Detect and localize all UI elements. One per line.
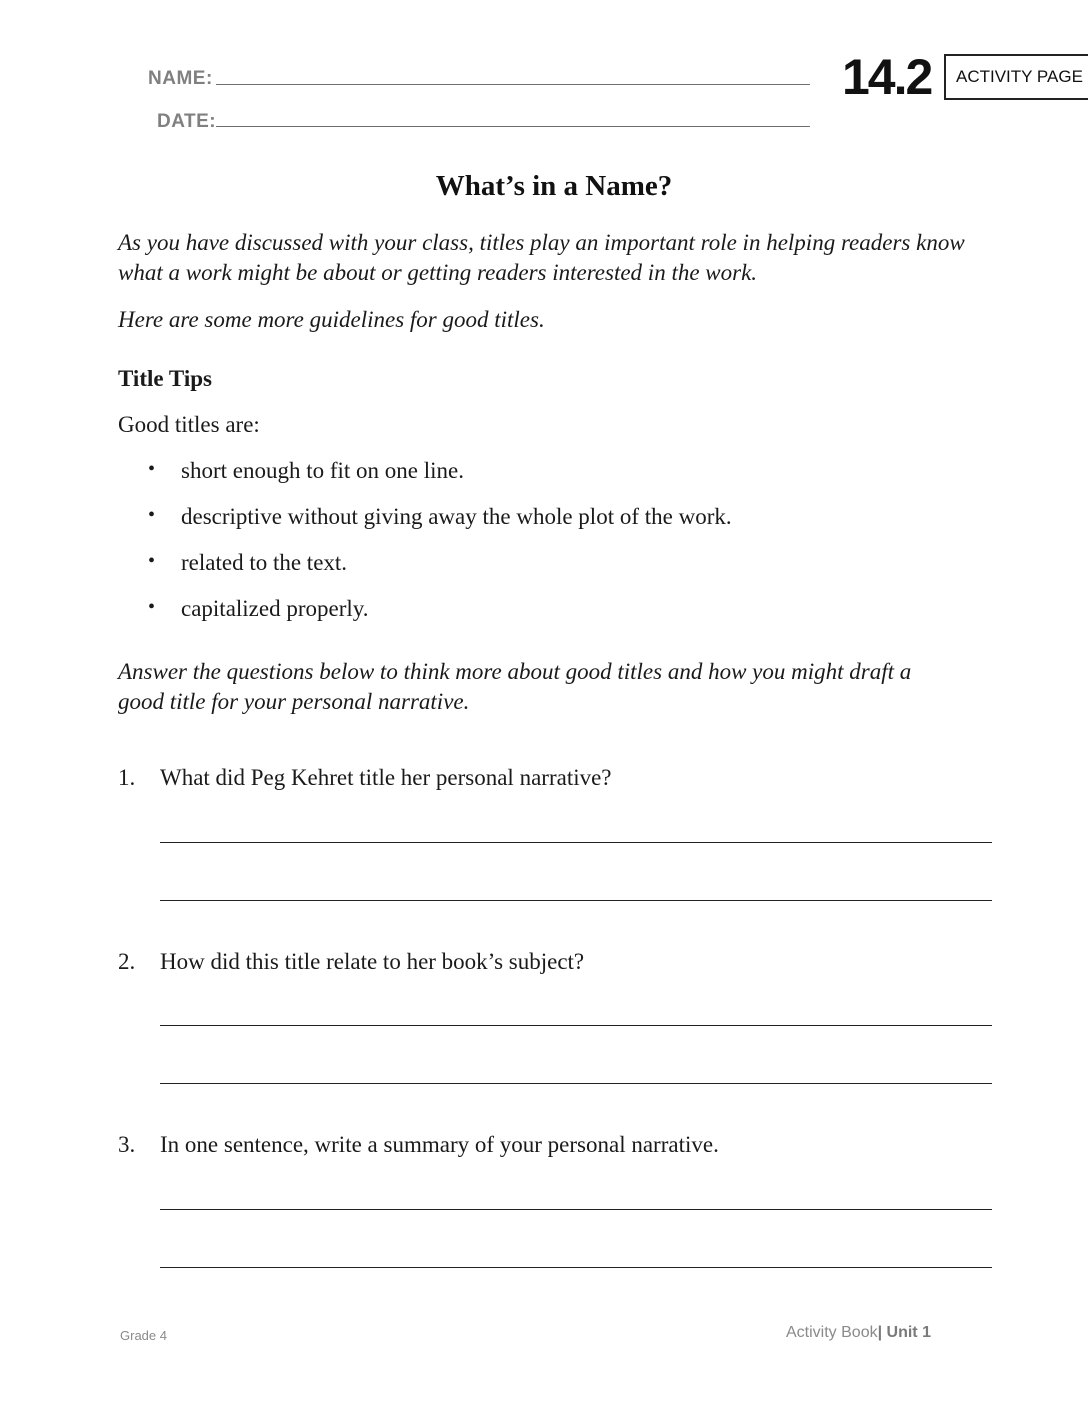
date-label: DATE: <box>157 111 217 132</box>
tip-text: short enough to fit on one line. <box>181 458 464 483</box>
footer-separator: | <box>877 1324 883 1341</box>
intro-paragraph <box>118 228 998 288</box>
page-title: What’s in a Name? <box>435 170 673 202</box>
footer-unit: Unit 1 <box>886 1324 931 1341</box>
footer-book: Activity Book <box>786 1324 878 1341</box>
answer-line-3b[interactable] <box>160 1267 992 1268</box>
answer-line-1a[interactable] <box>160 842 992 843</box>
answer-line-2a[interactable] <box>160 1025 992 1026</box>
footer-grade: Grade 4 <box>120 1328 167 1343</box>
question-number: 3. <box>118 1132 136 1157</box>
guidelines-paragraph: Here are some more guidelines for good titles. <box>118 307 545 332</box>
tip-text: related to the text. <box>181 550 348 575</box>
tips-intro: Good titles are: <box>118 412 260 437</box>
bullet-icon: • <box>148 504 156 526</box>
question-text: In one sentence, write a summary of your personal narrative. <box>160 1132 719 1157</box>
name-field[interactable] <box>216 84 810 85</box>
name-label: NAME: <box>148 68 213 89</box>
instructions-line-2: good title for your personal narrative. <box>118 689 470 714</box>
footer-book-info <box>786 1324 931 1342</box>
date-field[interactable] <box>216 126 810 127</box>
question-number: 2. <box>118 949 136 974</box>
activity-page-label: ACTIVITY PAGE <box>956 67 1083 86</box>
activity-page-badge <box>944 54 1088 100</box>
answer-line-2b[interactable] <box>160 1083 992 1084</box>
question-text: How did this title relate to her book’s subject? <box>160 949 585 974</box>
bullet-icon: • <box>148 596 156 618</box>
answer-line-3a[interactable] <box>160 1209 992 1210</box>
instructions-paragraph <box>118 657 998 717</box>
lesson-number: 14.2 <box>842 49 932 105</box>
tip-text: descriptive without giving away the whole plot of the work. <box>181 504 732 529</box>
tips-heading: Title Tips <box>118 366 212 391</box>
answer-line-1b[interactable] <box>160 900 992 901</box>
instructions-line-1: Answer the questions below to think more about good titles and how you might draft a <box>118 659 912 684</box>
bullet-icon: • <box>148 550 156 572</box>
bullet-icon: • <box>148 458 156 480</box>
intro-line-2: what a work might be about or getting readers interested in the work. <box>118 260 758 285</box>
tip-text: capitalized properly. <box>181 596 369 621</box>
question-number: 1. <box>118 765 136 790</box>
intro-line-1: As you have discussed with your class, titles play an important role in helping readers know <box>118 230 965 255</box>
question-text: What did Peg Kehret title her personal narrative? <box>160 765 612 790</box>
